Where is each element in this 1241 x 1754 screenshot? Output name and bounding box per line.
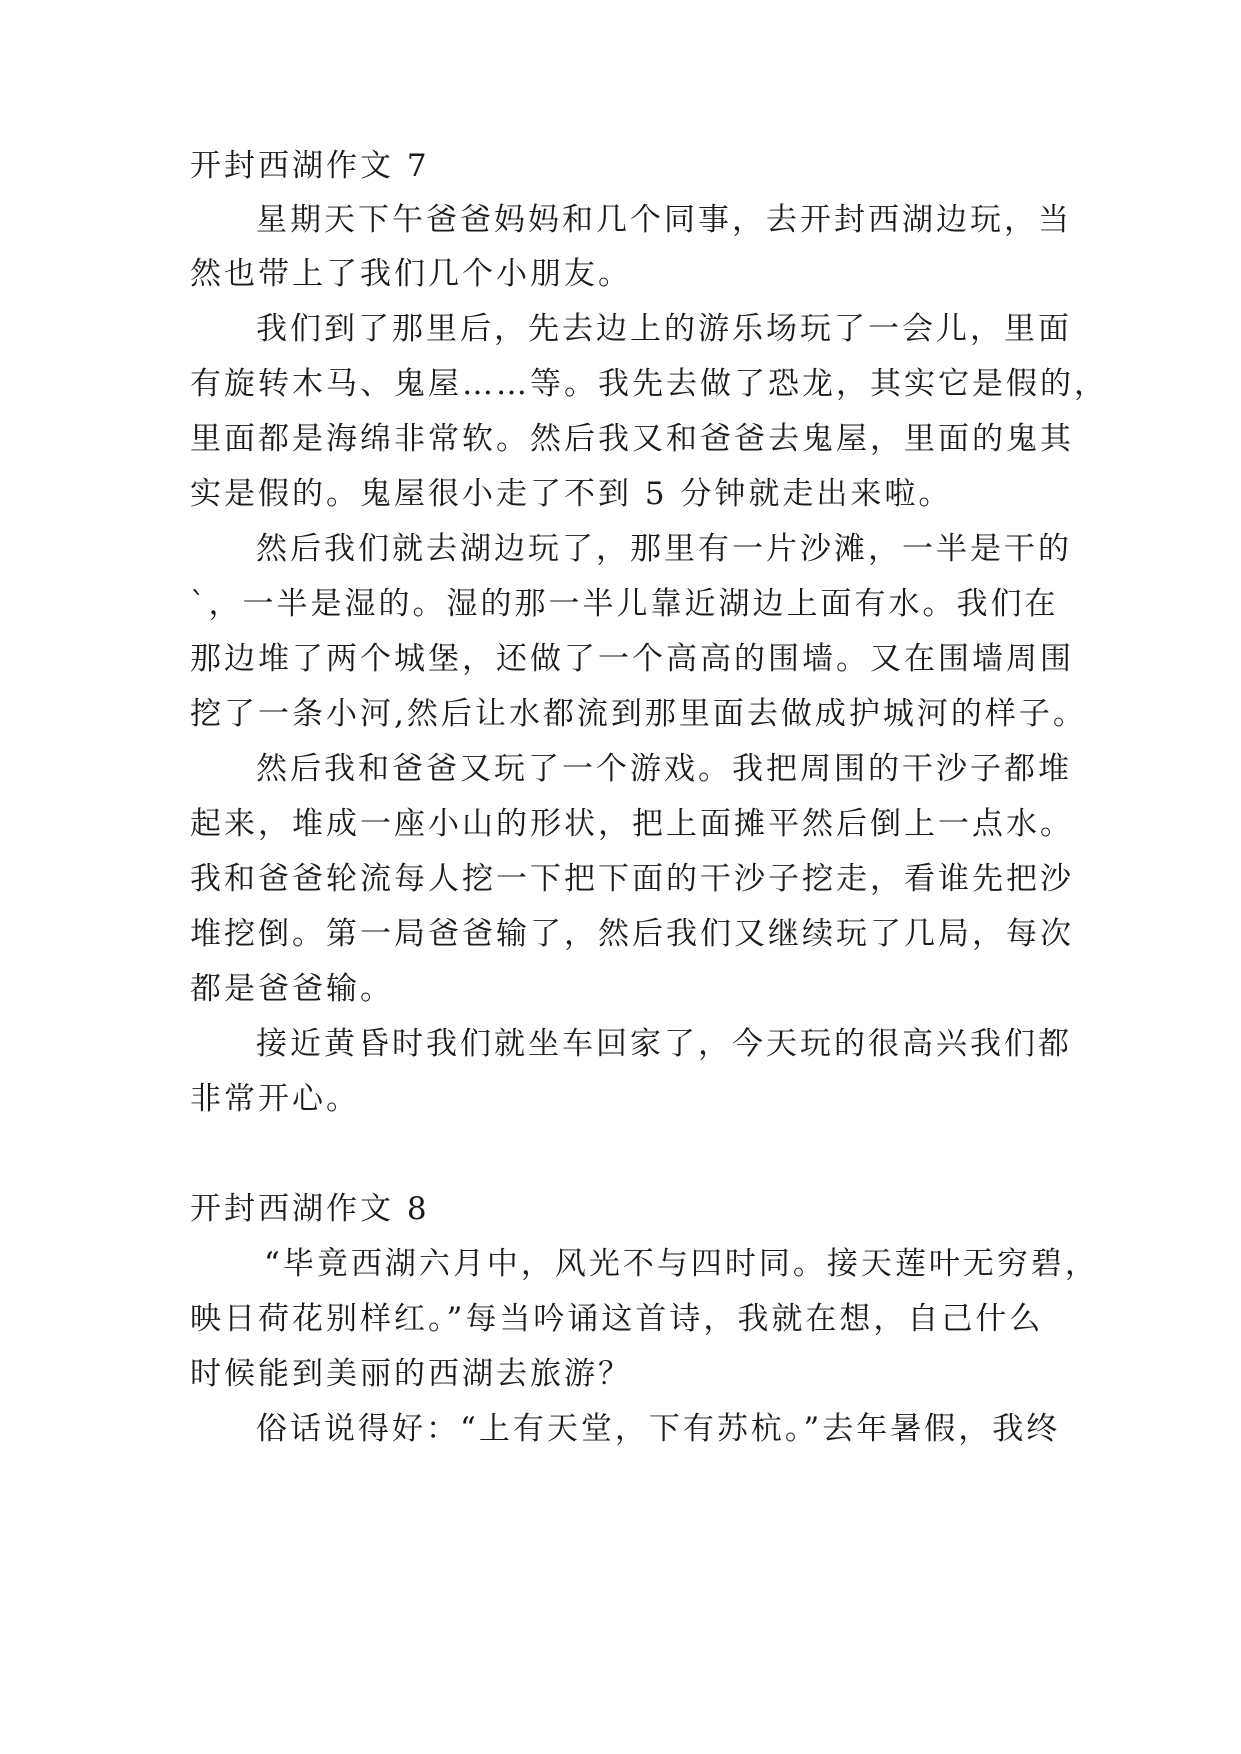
paragraph-line: 我和爸爸轮流每人挖一下把下面的干沙子挖走，看谁先把沙	[190, 861, 1074, 897]
paragraph-line: 有旋转木马、鬼屋……等。我先去做了恐龙，其实它是假的，	[190, 366, 1108, 402]
section-title: 开封西湖作文 7	[190, 148, 430, 184]
paragraph-line: 接近黄昏时我们就坐车回家了，今天玩的很高兴我们都	[256, 1026, 1072, 1062]
paragraph-line: 俗话说得好：“上有天堂，下有苏杭。”去年暑假，我终	[256, 1411, 1061, 1447]
paragraph-line: 时候能到美丽的西湖去旅游？	[190, 1356, 632, 1392]
paragraph-line: 都是爸爸输。	[190, 971, 394, 1007]
paragraph-line: 然也带上了我们几个小朋友。	[190, 256, 632, 292]
paragraph-line: 那边堆了两个城堡，还做了一个高高的围墙。又在围墙周围	[190, 641, 1074, 677]
paragraph-line: “毕竟西湖六月中，风光不与四时同。接天莲叶无穷碧，	[264, 1246, 1099, 1282]
paragraph-line: 挖了一条小河,然后让水都流到那里面去做成护城河的样子。	[190, 696, 1087, 732]
paragraph-line: 然后我们就去湖边玩了，那里有一片沙滩，一半是干的	[256, 531, 1072, 567]
paragraph-line: 非常开心。	[190, 1081, 360, 1117]
paragraph-line: 起来，堆成一座小山的形状，把上面摊平然后倒上一点水。	[190, 806, 1074, 842]
paragraph-line: 实是假的。鬼屋很小走了不到 5 分钟就走出来啦。	[190, 476, 953, 512]
section-title: 开封西湖作文 8	[190, 1191, 430, 1227]
paragraph-line: `，一半是湿的。湿的那一半儿靠近湖边上面有水。我们在	[190, 586, 1059, 622]
paragraph-line: 堆挖倒。第一局爸爸输了，然后我们又继续玩了几局，每次	[190, 916, 1074, 952]
paragraph-line: 映日荷花别样红。”每当吟诵这首诗，我就在想，自己什么	[190, 1301, 1044, 1337]
paragraph-line: 我们到了那里后，先去边上的游乐场玩了一会儿，里面	[256, 311, 1072, 347]
paragraph-line: 星期天下午爸爸妈妈和几个同事，去开封西湖边玩，当	[256, 202, 1072, 238]
paragraph-line: 然后我和爸爸又玩了一个游戏。我把周围的干沙子都堆	[256, 751, 1072, 787]
paragraph-line: 里面都是海绵非常软。然后我又和爸爸去鬼屋，里面的鬼其	[190, 421, 1074, 457]
